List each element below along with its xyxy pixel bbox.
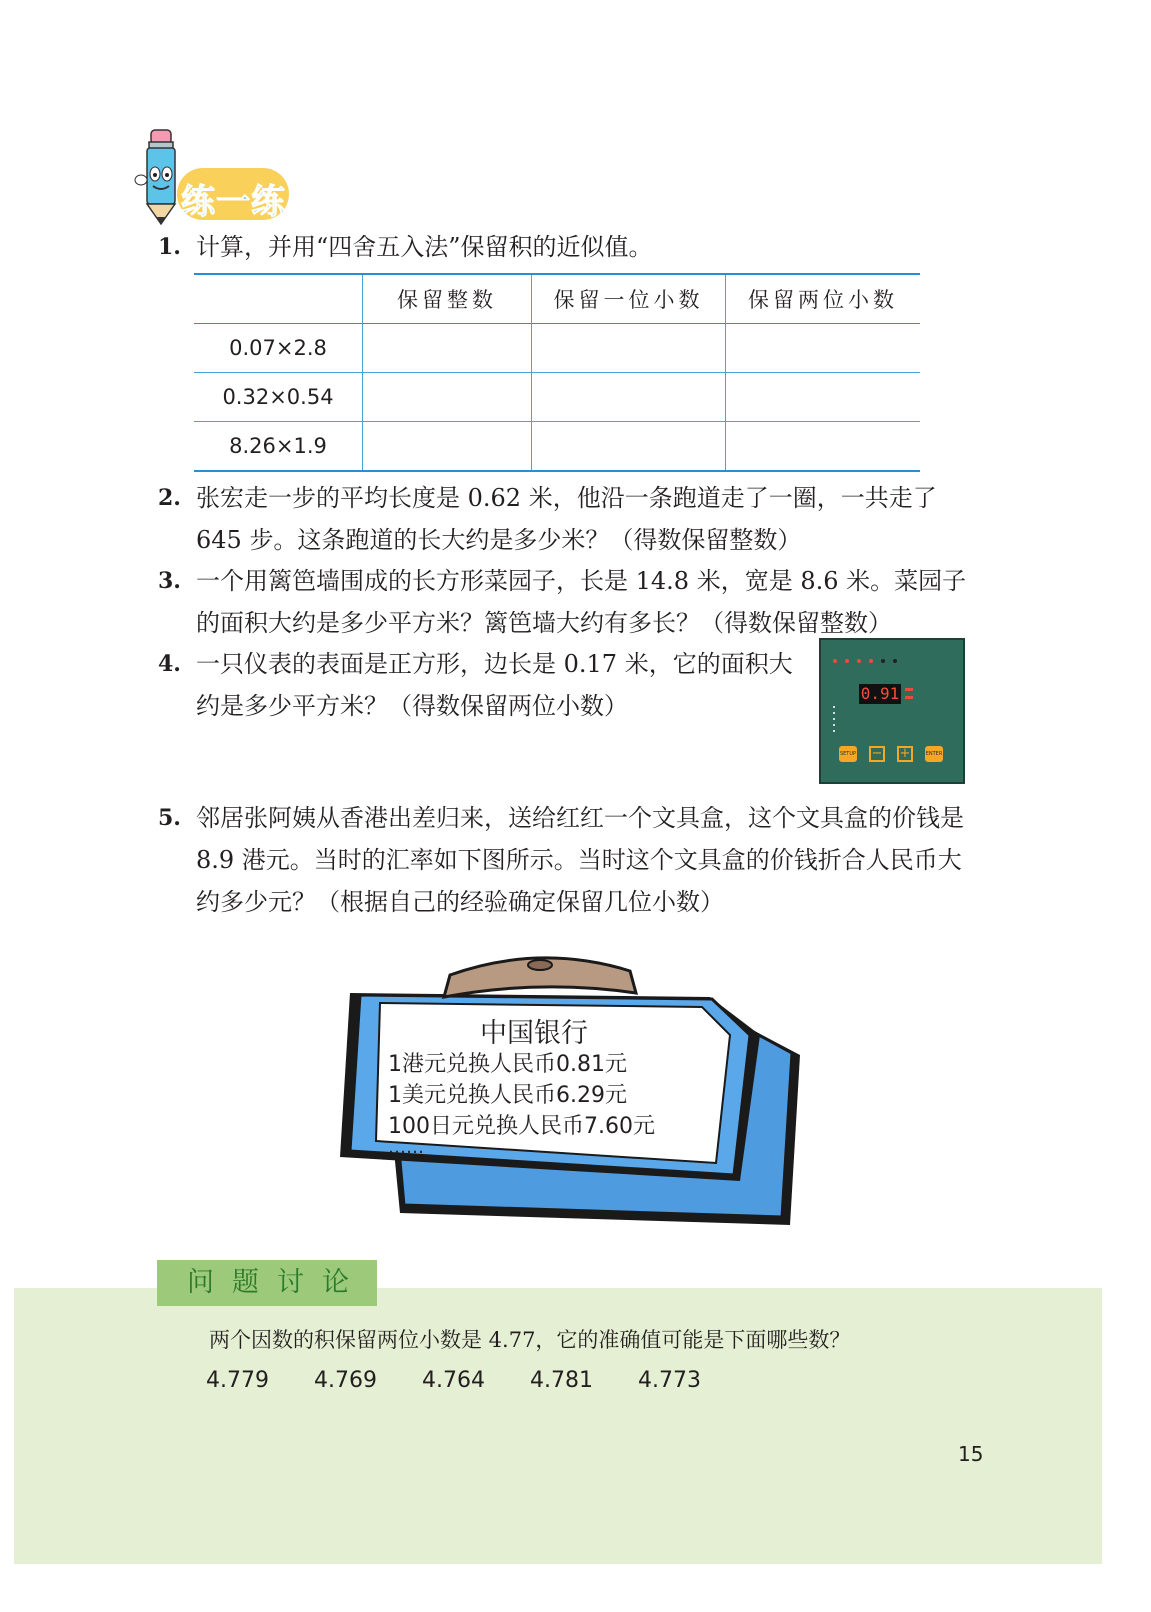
question-1	[158, 226, 968, 268]
answer-cell[interactable]	[532, 373, 726, 422]
table-row-label: 0.07×2.8	[194, 324, 363, 373]
exchange-rate-board	[320, 935, 805, 1235]
discussion-question: 两个因数的积保留两位小数是 4.77，它的准确值可能是下面哪些数？	[209, 1328, 851, 1352]
answer-cell[interactable]	[726, 324, 921, 373]
table-header-cell	[194, 274, 363, 324]
option-value: 4.781	[530, 1368, 593, 1393]
question-number: 4.	[158, 651, 181, 677]
meter-plus-button[interactable]: +	[897, 746, 913, 762]
answer-cell[interactable]	[363, 373, 532, 422]
calculation-table	[194, 273, 920, 472]
board-rate-line: 1美元兑换人民币6.29元	[388, 1083, 627, 1108]
meter-image	[819, 638, 965, 784]
board-ellipsis: ……	[388, 1137, 424, 1158]
question-number: 3.	[158, 568, 181, 594]
option-value: 4.764	[422, 1368, 485, 1393]
meter-enter-button[interactable]: ENTER	[925, 746, 943, 762]
question-4	[158, 643, 798, 727]
question-number: 5.	[158, 805, 181, 831]
question-3	[158, 560, 968, 644]
option-value: 4.769	[314, 1368, 377, 1393]
meter-minus-button[interactable]: −	[869, 746, 885, 762]
section-heading	[133, 128, 293, 228]
table-header-row	[194, 274, 920, 324]
question-text: 计算，并用“四舍五入法”保留积的近似值。	[196, 233, 653, 261]
table-row-label: 8.26×1.9	[194, 422, 363, 472]
discussion-tag: 问题讨论	[157, 1260, 377, 1306]
table-row	[194, 422, 920, 472]
question-text-line-2: 约是多少平方米？（得数保留两位小数）	[196, 692, 628, 720]
meter-display: 0.91	[860, 684, 900, 703]
question-text: 一个用篱笆墙围成的长方形菜园子，长是 14.8 米，宽是 8.6 米。菜园子的面积大约是多少平方米？篱笆墙大约有多长？（得数保留整数）	[196, 567, 967, 637]
option-value: 4.773	[638, 1368, 701, 1393]
question-text: 张宏走一步的平均长度是 0.62 米，他沿一条跑道走了一圈，一共走了 645 步。这条跑道的长大约是多少米？（得数保留整数）	[196, 484, 937, 554]
question-number: 1.	[158, 234, 181, 260]
table-row-label: 0.32×0.54	[194, 373, 363, 422]
heading-label: 练一练	[181, 182, 286, 222]
table-row	[194, 373, 920, 422]
answer-cell[interactable]	[726, 373, 921, 422]
option-value: 4.779	[206, 1368, 269, 1393]
table-header-cell: 保留两位小数	[726, 274, 921, 324]
question-text: 邻居张阿姨从香港出差归来，送给红红一个文具盒，这个文具盒的价钱是 8.9 港元。当时的汇率如下图所示。当时这个文具盒的价钱折合人民币大约多少元？（根据自己的经验确定保留几位小数）	[196, 804, 964, 916]
question-5	[158, 797, 968, 923]
answer-cell[interactable]	[726, 422, 921, 472]
answer-cell[interactable]	[532, 422, 726, 472]
table-header-cell: 保留整数	[363, 274, 532, 324]
answer-cell[interactable]	[532, 324, 726, 373]
page-number: 15	[958, 1442, 984, 1466]
board-rate-line: 100日元兑换人民币7.60元	[388, 1114, 655, 1139]
answer-cell[interactable]	[363, 422, 532, 472]
question-number: 2.	[158, 485, 181, 511]
meter-setup-button[interactable]: SETUP	[839, 746, 857, 762]
board-rate-line: 1港元兑换人民币0.81元	[388, 1052, 627, 1077]
table-header-cell: 保留一位小数	[532, 274, 726, 324]
question-text-line-1: 一只仪表的表面是正方形，边长是 0.17 米，它的面积大	[196, 650, 793, 678]
question-2	[158, 477, 968, 561]
answer-cell[interactable]	[363, 324, 532, 373]
table-row	[194, 324, 920, 373]
discussion-options	[206, 1368, 746, 1393]
board-title: 中国银行	[480, 1018, 588, 1049]
